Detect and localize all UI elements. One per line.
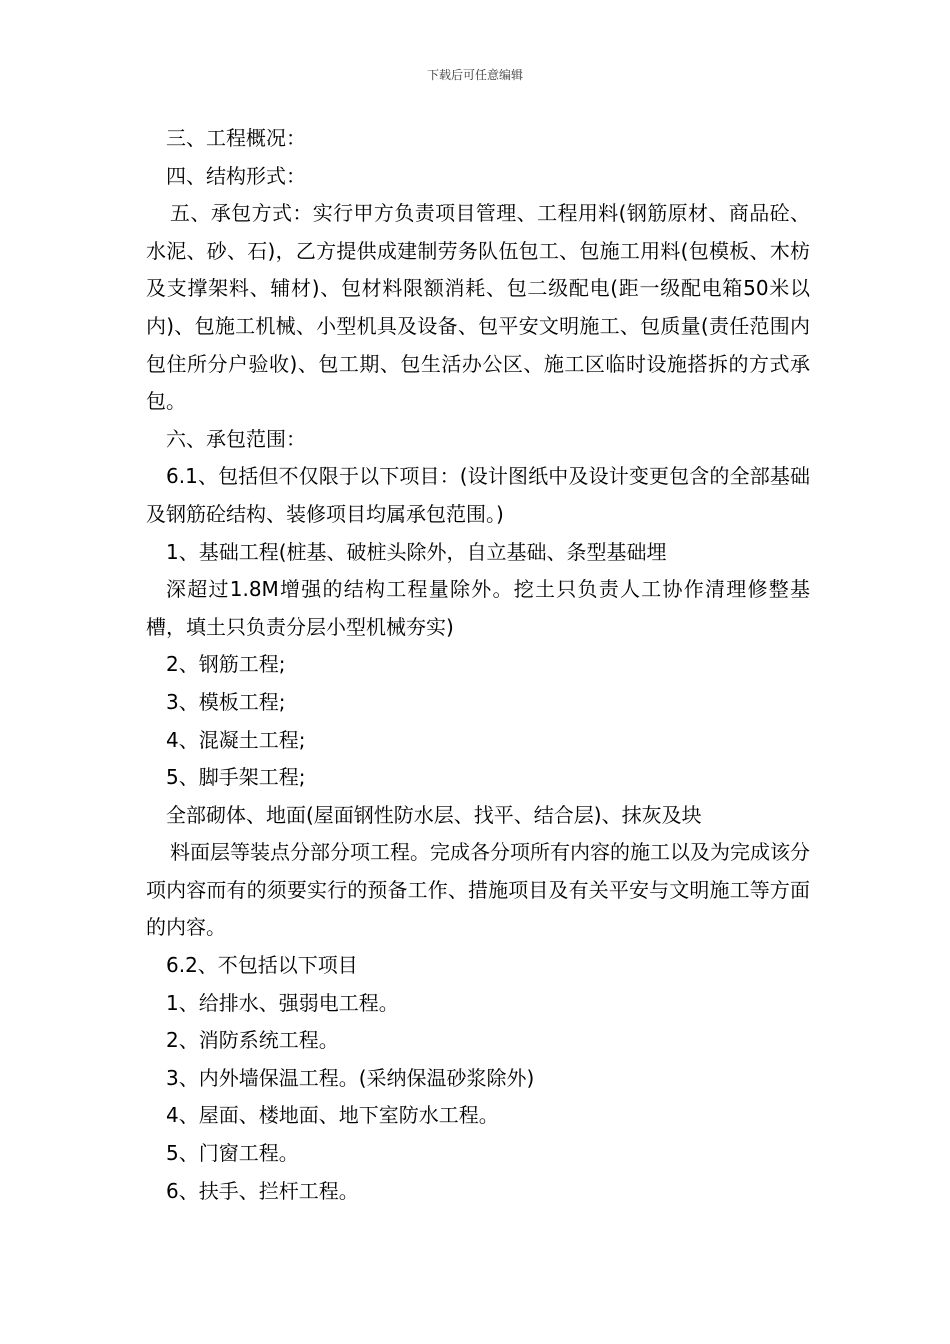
- paragraph: 6.1、包括但不仅限于以下项目：(设计图纸中及设计变更包含的全部基础及钢筋砼结构、装修项目均属承包范围。): [146, 464, 810, 526]
- paragraph: 三、工程概况：: [166, 126, 306, 150]
- paragraph: 四、结构形式：: [166, 163, 306, 188]
- paragraph: 4、混凝土工程;: [166, 727, 306, 752]
- paragraph: 深超过1.8M增强的结构工程量除外。挖土只负责人工协作清理修整基槽，填土只负责分层小型机械夯实): [146, 577, 810, 639]
- paragraph: 5、脚手架工程;: [166, 765, 306, 790]
- paragraph: 1、给排水、强弱电工程。: [166, 990, 399, 1015]
- paragraph: 2、钢筋工程;: [166, 652, 286, 677]
- paragraph: 5、门窗工程。: [166, 1141, 299, 1166]
- paragraph: 1、基础工程(桩基、破桩头除外，自立基础、条型基础埋: [166, 539, 667, 564]
- paragraph: 2、消防系统工程。: [166, 1028, 339, 1053]
- document-body: [146, 120, 810, 1210]
- page-header: 下载后可任意编辑: [426, 68, 523, 82]
- paragraph: 4、屋面、楼地面、地下室防水工程。: [166, 1103, 499, 1128]
- paragraph: 全部砌体、地面(屋面钢性防水层、找平、结合层)、抹灰及块: [166, 802, 702, 827]
- paragraph: 3、内外墙保温工程。(采纳保温砂浆除外): [166, 1065, 535, 1090]
- paragraph: 料面层等装点分部分项工程。完成各分项所有内容的施工以及为完成该分项内容而有的须要实行的预备工作、措施项目及有关平安与文明施工等方面的内容。: [146, 840, 810, 940]
- paragraph: 3、模板工程;: [166, 689, 286, 714]
- paragraph: 六、承包范围：: [166, 426, 306, 451]
- paragraph: 6.2、不包括以下项目: [166, 953, 358, 978]
- paragraph: 五、承包方式：实行甲方负责项目管理、工程用料(钢筋原材、商品砼、水泥、砂、石)，乙方提供成建制劳务队伍包工、包施工用料(包模板、木枋及支撑架料、辅材)、包材料限额消耗、包二级配电(距一级配电箱50米以内)、包施工机械、小型机具及设备、包平安文明施工、包质量(责任范围内包住所分户验收)、包工期、包生活办公区、施工区临时设施搭拆的方式承包。: [146, 201, 810, 414]
- paragraph: 6、扶手、拦杆工程。: [166, 1178, 359, 1203]
